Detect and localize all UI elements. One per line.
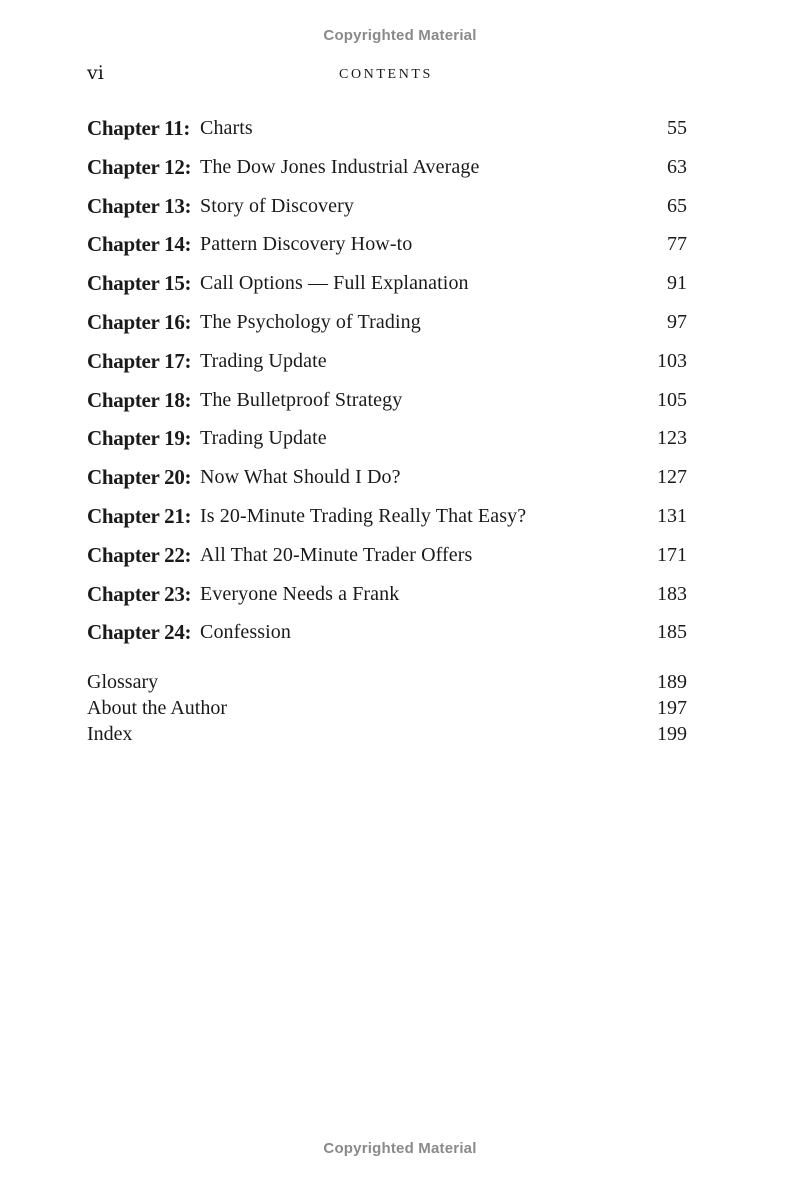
chapter-page-number: 97 [667,310,687,333]
chapter-page-number: 103 [657,349,687,372]
backmatter-title: Glossary [87,671,159,693]
running-head: CONTENTS [339,67,433,82]
backmatter-title: Index [87,723,133,745]
chapter-label: Chapter 23: [87,581,192,606]
chapter-page-number: 131 [657,504,687,527]
chapter-title: Trading Update [200,349,327,372]
toc-row-chapter-23 [87,578,687,617]
chapter-title: Pattern Discovery How-to [200,233,413,256]
chapter-title: The Dow Jones Industrial Average [200,155,480,178]
chapter-title: Now What Should I Do? [200,466,401,489]
chapter-label: Chapter 11: [87,116,191,140]
chapter-page-number: 123 [657,427,687,450]
toc-row-chapter-24 [87,616,687,655]
toc-row-chapter-16 [87,306,687,345]
chapter-page-number: 105 [657,388,687,411]
toc-row-chapter-15 [87,267,687,306]
backmatter-page-number: 189 [657,671,687,693]
page-number: vi [87,62,104,84]
chapter-label: Chapter 16: [87,309,192,334]
chapter-label: Chapter 22: [87,542,192,567]
toc-row-chapter-11 [87,112,687,151]
toc-row-index [87,721,687,747]
toc-row-about-the-author [87,695,687,721]
chapter-page-number: 127 [657,466,687,489]
toc-row-chapter-14 [87,228,687,267]
backmatter-page-number: 197 [657,697,687,719]
backmatter-title: About the Author [87,697,227,719]
chapter-label: Chapter 14: [87,232,192,257]
chapter-title: Trading Update [200,427,327,450]
chapter-title: Call Options — Full Explanation [200,272,469,295]
copyright-watermark-bottom: Copyrighted Material [323,1140,477,1157]
toc-row-glossary [87,669,687,695]
toc-row-chapter-21 [87,500,687,539]
chapter-page-number: 65 [667,194,687,217]
chapter-title: Everyone Needs a Frank [200,582,400,605]
chapter-page-number: 171 [657,543,687,566]
backmatter-page-number: 199 [657,723,687,745]
backmatter-list [87,669,687,747]
chapter-title: The Psychology of Trading [200,310,421,333]
chapter-page-number: 63 [667,155,687,178]
table-of-contents [87,112,687,655]
chapter-label: Chapter 12: [87,154,192,179]
chapter-label: Chapter 20: [87,465,192,490]
chapter-label: Chapter 15: [87,271,192,296]
toc-row-chapter-18 [87,384,687,423]
toc-row-chapter-20 [87,461,687,500]
chapter-page-number: 55 [667,117,687,139]
chapter-label: Chapter 19: [87,426,192,451]
chapter-page-number: 91 [667,272,687,295]
chapter-title: Charts [200,117,253,139]
toc-row-chapter-19 [87,422,687,461]
chapter-title: Confession [200,621,291,644]
toc-row-chapter-12 [87,151,687,190]
chapter-label: Chapter 18: [87,387,192,412]
chapter-title: Story of Discovery [200,194,354,217]
chapter-label: Chapter 21: [87,503,192,528]
copyright-watermark-top: Copyrighted Material [323,27,477,44]
chapter-title: The Bulletproof Strategy [200,388,403,411]
toc-row-chapter-17 [87,345,687,384]
chapter-page-number: 183 [657,582,687,605]
toc-row-chapter-22 [87,539,687,578]
toc-row-chapter-13 [87,190,687,229]
chapter-page-number: 185 [657,621,687,644]
chapter-title: All That 20-Minute Trader Offers [200,543,473,566]
chapter-label: Chapter 24: [87,620,192,645]
chapter-page-number: 77 [667,233,687,256]
chapter-title: Is 20-Minute Trading Really That Easy? [200,504,527,527]
chapter-label: Chapter 17: [87,348,192,373]
chapter-label: Chapter 13: [87,193,192,218]
